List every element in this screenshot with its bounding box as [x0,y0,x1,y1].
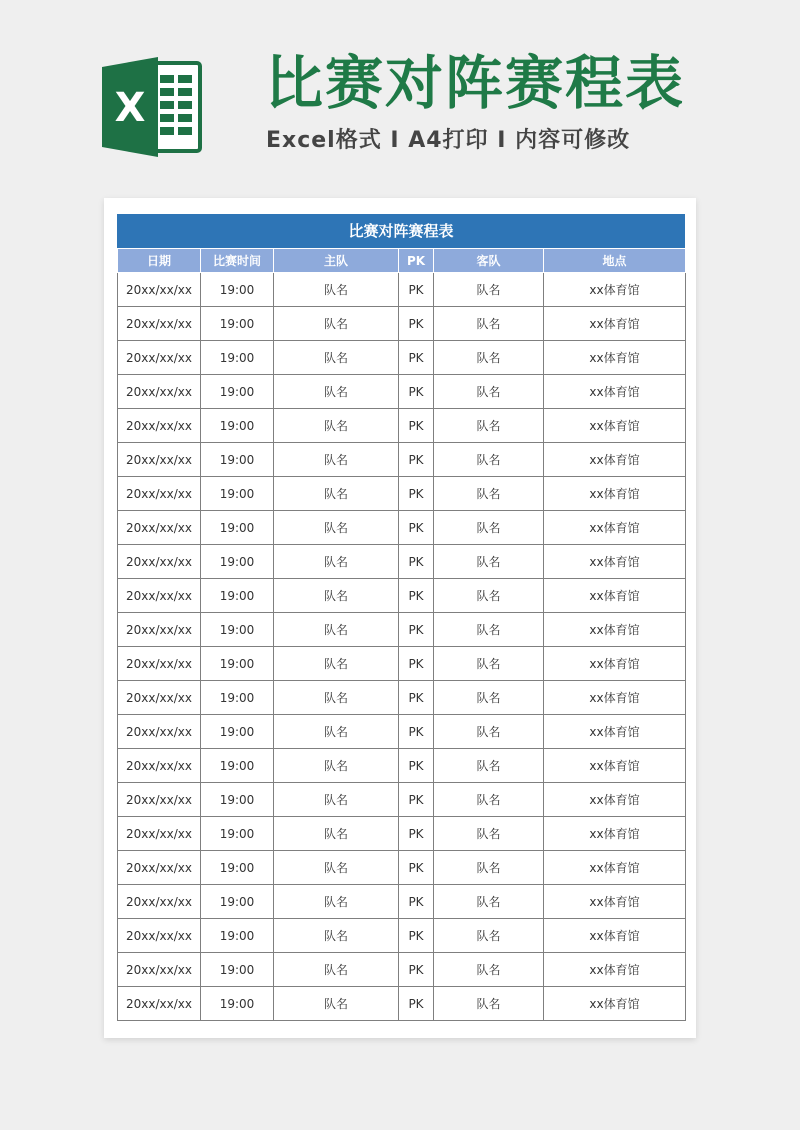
table-row [118,307,686,341]
home-team-cell[interactable]: 队名 [274,647,399,681]
home-team-cell[interactable]: 队名 [274,715,399,749]
away-team-cell[interactable]: 队名 [434,307,544,341]
time-cell[interactable]: 19:00 [201,817,274,851]
pk-cell[interactable]: PK [399,477,434,511]
away-team-cell[interactable]: 队名 [434,783,544,817]
away-team-cell[interactable]: 队名 [434,443,544,477]
home-team-cell[interactable]: 队名 [274,681,399,715]
date-cell[interactable]: 20xx/xx/xx [118,409,201,443]
table-row [118,851,686,885]
page-title: 比赛对阵赛程表 [265,49,686,117]
venue-cell[interactable]: xx体育馆 [544,987,686,1021]
table-row [118,613,686,647]
date-cell[interactable]: 20xx/xx/xx [118,511,201,545]
time-cell[interactable]: 19:00 [201,375,274,409]
venue-cell[interactable]: xx体育馆 [544,477,686,511]
home-team-cell[interactable]: 队名 [274,953,399,987]
time-cell[interactable]: 19:00 [201,953,274,987]
venue-cell[interactable]: xx体育馆 [544,409,686,443]
home-team-cell[interactable]: 队名 [274,443,399,477]
date-cell[interactable]: 20xx/xx/xx [118,715,201,749]
table-row [118,341,686,375]
home-team-cell[interactable]: 队名 [274,613,399,647]
header-row [118,249,686,273]
home-team-cell[interactable]: 队名 [274,851,399,885]
away-team-cell[interactable]: 队名 [434,715,544,749]
away-team-cell[interactable]: 队名 [434,647,544,681]
venue-cell[interactable]: xx体育馆 [544,817,686,851]
pk-cell[interactable]: PK [399,919,434,953]
time-cell[interactable]: 19:00 [201,919,274,953]
column-header: 比赛时间 [201,249,274,273]
home-team-cell[interactable]: 队名 [274,783,399,817]
pk-cell[interactable]: PK [399,273,434,307]
pk-cell[interactable]: PK [399,953,434,987]
venue-cell[interactable]: xx体育馆 [544,749,686,783]
date-cell[interactable]: 20xx/xx/xx [118,681,201,715]
time-cell[interactable]: 19:00 [201,987,274,1021]
pk-cell[interactable]: PK [399,443,434,477]
home-team-cell[interactable]: 队名 [274,749,399,783]
page-subtitle: Excel格式 I A4打印 I 内容可修改 [266,128,631,153]
away-team-cell[interactable]: 队名 [434,273,544,307]
home-team-cell[interactable]: 队名 [274,375,399,409]
pk-cell[interactable]: PK [399,851,434,885]
away-team-cell[interactable]: 队名 [434,919,544,953]
away-team-cell[interactable]: 队名 [434,579,544,613]
table-row [118,273,686,307]
pk-cell[interactable]: PK [399,715,434,749]
venue-cell[interactable]: xx体育馆 [544,443,686,477]
away-team-cell[interactable]: 队名 [434,341,544,375]
date-cell[interactable]: 20xx/xx/xx [118,647,201,681]
excel-logo-icon [98,55,206,159]
time-cell[interactable]: 19:00 [201,409,274,443]
table-row [118,885,686,919]
home-team-cell[interactable]: 队名 [274,919,399,953]
pk-cell[interactable]: PK [399,545,434,579]
column-header: 地点 [544,249,686,273]
venue-cell[interactable]: xx体育馆 [544,341,686,375]
date-cell[interactable]: 20xx/xx/xx [118,477,201,511]
pk-cell[interactable]: PK [399,579,434,613]
column-header: PK [399,249,434,273]
schedule-table [117,248,686,1021]
date-cell[interactable]: 20xx/xx/xx [118,341,201,375]
table-row [118,953,686,987]
table-row [118,545,686,579]
date-cell[interactable]: 20xx/xx/xx [118,817,201,851]
column-header: 主队 [274,249,399,273]
away-team-cell[interactable]: 队名 [434,409,544,443]
pk-cell[interactable]: PK [399,341,434,375]
home-team-cell[interactable]: 队名 [274,273,399,307]
venue-cell[interactable]: xx体育馆 [544,919,686,953]
table-row [118,749,686,783]
table-row [118,375,686,409]
date-cell[interactable]: 20xx/xx/xx [118,919,201,953]
logo-letter: X [114,85,146,131]
away-team-cell[interactable]: 队名 [434,851,544,885]
pk-cell[interactable]: PK [399,511,434,545]
away-team-cell[interactable]: 队名 [434,953,544,987]
date-cell[interactable]: 20xx/xx/xx [118,545,201,579]
time-cell[interactable]: 19:00 [201,613,274,647]
venue-cell[interactable]: xx体育馆 [544,783,686,817]
venue-cell[interactable]: xx体育馆 [544,715,686,749]
date-cell[interactable]: 20xx/xx/xx [118,307,201,341]
time-cell[interactable]: 19:00 [201,545,274,579]
pk-cell[interactable]: PK [399,409,434,443]
table-row [118,443,686,477]
table-row [118,681,686,715]
venue-cell[interactable]: xx体育馆 [544,273,686,307]
away-team-cell[interactable]: 队名 [434,817,544,851]
home-team-cell[interactable]: 队名 [274,987,399,1021]
pk-cell[interactable]: PK [399,987,434,1021]
time-cell[interactable]: 19:00 [201,341,274,375]
venue-cell[interactable]: xx体育馆 [544,511,686,545]
table-row [118,919,686,953]
home-team-cell[interactable]: 队名 [274,885,399,919]
table-row [118,579,686,613]
paper-sheet [104,198,696,1038]
pk-cell[interactable]: PK [399,647,434,681]
time-cell[interactable]: 19:00 [201,783,274,817]
date-cell[interactable]: 20xx/xx/xx [118,885,201,919]
venue-cell[interactable]: xx体育馆 [544,647,686,681]
date-cell[interactable]: 20xx/xx/xx [118,273,201,307]
date-cell[interactable]: 20xx/xx/xx [118,443,201,477]
pk-cell[interactable]: PK [399,307,434,341]
time-cell[interactable]: 19:00 [201,885,274,919]
pk-cell[interactable]: PK [399,817,434,851]
time-cell[interactable]: 19:00 [201,273,274,307]
date-cell[interactable]: 20xx/xx/xx [118,851,201,885]
time-cell[interactable]: 19:00 [201,681,274,715]
pk-cell[interactable]: PK [399,885,434,919]
time-cell[interactable]: 19:00 [201,851,274,885]
away-team-cell[interactable]: 队名 [434,681,544,715]
home-team-cell[interactable]: 队名 [274,817,399,851]
date-cell[interactable]: 20xx/xx/xx [118,613,201,647]
venue-cell[interactable]: xx体育馆 [544,885,686,919]
time-cell[interactable]: 19:00 [201,307,274,341]
table-row [118,511,686,545]
pk-cell[interactable]: PK [399,681,434,715]
away-team-cell[interactable]: 队名 [434,885,544,919]
venue-cell[interactable]: xx体育馆 [544,613,686,647]
time-cell[interactable]: 19:00 [201,647,274,681]
time-cell[interactable]: 19:00 [201,443,274,477]
table-body [118,273,686,1021]
sheet-title: 比赛对阵赛程表 [117,214,685,248]
table-row [118,783,686,817]
home-team-cell[interactable]: 队名 [274,511,399,545]
venue-cell[interactable]: xx体育馆 [544,375,686,409]
date-cell[interactable]: 20xx/xx/xx [118,987,201,1021]
pk-cell[interactable]: PK [399,749,434,783]
away-team-cell[interactable]: 队名 [434,987,544,1021]
away-team-cell[interactable]: 队名 [434,375,544,409]
pk-cell[interactable]: PK [399,375,434,409]
time-cell[interactable]: 19:00 [201,511,274,545]
home-team-cell[interactable]: 队名 [274,579,399,613]
table-row [118,987,686,1021]
time-cell[interactable]: 19:00 [201,715,274,749]
venue-cell[interactable]: xx体育馆 [544,851,686,885]
column-header: 客队 [434,249,544,273]
time-cell[interactable]: 19:00 [201,477,274,511]
away-team-cell[interactable]: 队名 [434,749,544,783]
table-row [118,409,686,443]
home-team-cell[interactable]: 队名 [274,545,399,579]
away-team-cell[interactable]: 队名 [434,477,544,511]
pk-cell[interactable]: PK [399,613,434,647]
home-team-cell[interactable]: 队名 [274,307,399,341]
table-row [118,477,686,511]
column-header: 日期 [118,249,201,273]
home-team-cell[interactable]: 队名 [274,341,399,375]
venue-cell[interactable]: xx体育馆 [544,953,686,987]
date-cell[interactable]: 20xx/xx/xx [118,579,201,613]
away-team-cell[interactable]: 队名 [434,613,544,647]
time-cell[interactable]: 19:00 [201,579,274,613]
venue-cell[interactable]: xx体育馆 [544,579,686,613]
date-cell[interactable]: 20xx/xx/xx [118,749,201,783]
time-cell[interactable]: 19:00 [201,749,274,783]
away-team-cell[interactable]: 队名 [434,545,544,579]
away-team-cell[interactable]: 队名 [434,511,544,545]
date-cell[interactable]: 20xx/xx/xx [118,953,201,987]
home-team-cell[interactable]: 队名 [274,477,399,511]
spreadsheet [117,214,685,1021]
pk-cell[interactable]: PK [399,783,434,817]
date-cell[interactable]: 20xx/xx/xx [118,783,201,817]
table-row [118,647,686,681]
table-row [118,817,686,851]
date-cell[interactable]: 20xx/xx/xx [118,375,201,409]
venue-cell[interactable]: xx体育馆 [544,307,686,341]
home-team-cell[interactable]: 队名 [274,409,399,443]
table-row [118,715,686,749]
venue-cell[interactable]: xx体育馆 [544,545,686,579]
venue-cell[interactable]: xx体育馆 [544,681,686,715]
